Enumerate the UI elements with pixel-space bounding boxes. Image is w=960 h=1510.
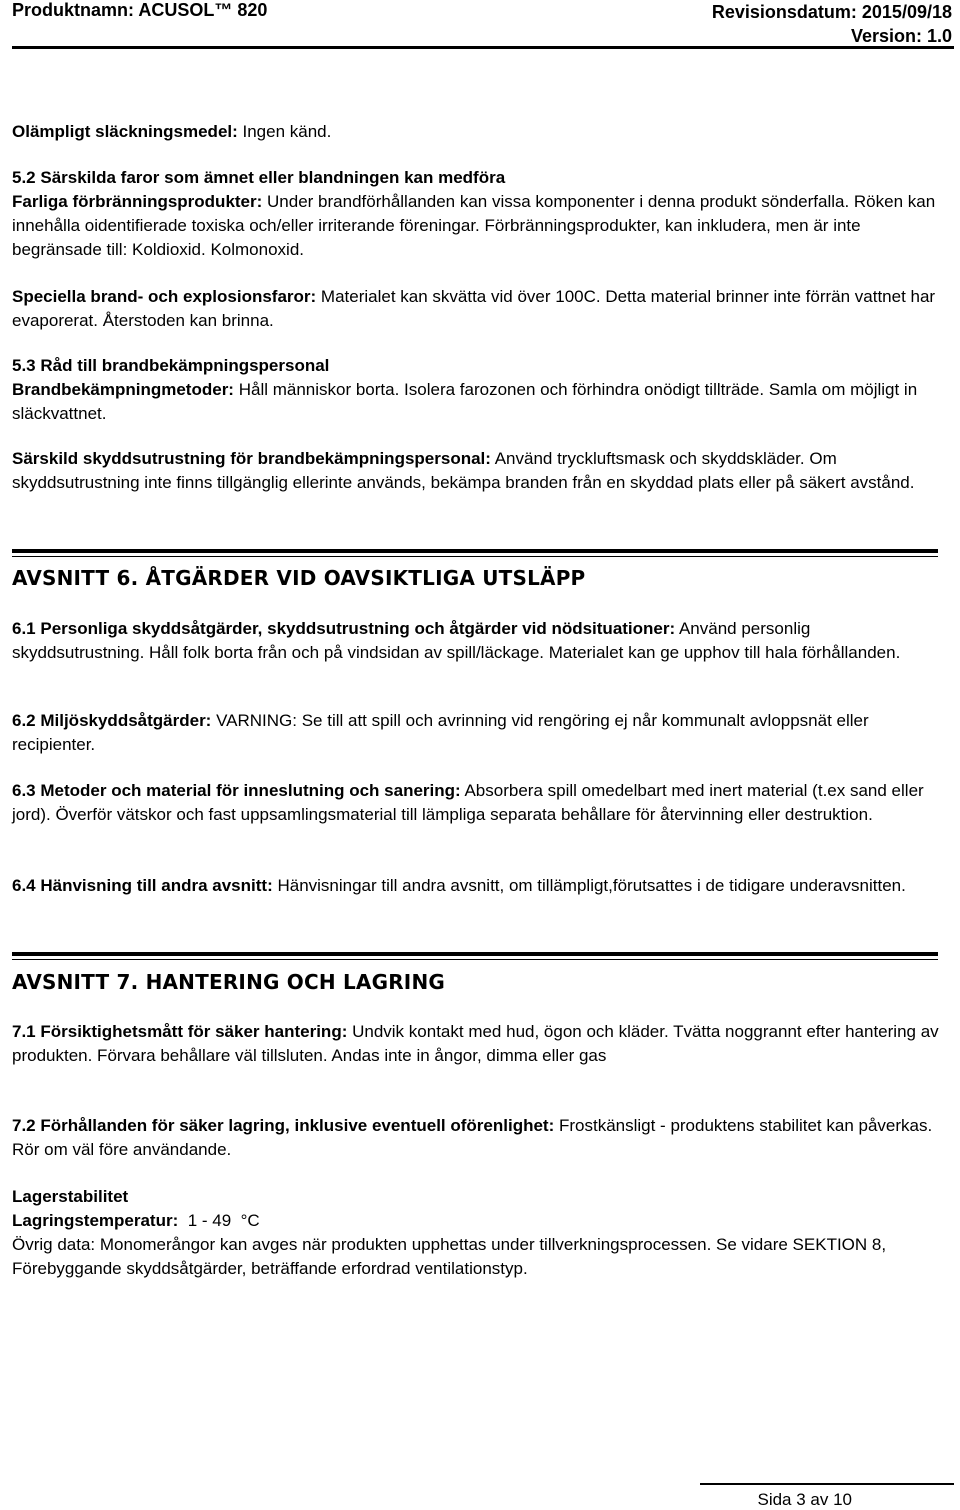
section-6-1-text: Använd personlig skyddsutrustning. Håll folk borta från och på vindsidan av spill/läckage. Materialet kan ge upphov till hala förhållanden. — [12, 619, 901, 662]
special-hazards — [12, 285, 942, 333]
section-7-2-label: 7.2 Förhållanden för säker lagring, inklusive eventuell oförenlighet: — [12, 1116, 555, 1135]
section-7-divider — [12, 952, 938, 960]
header-version: Version: 1.0 — [850, 26, 952, 46]
section-5-3-body — [12, 378, 942, 426]
section-5-2 — [12, 166, 942, 262]
section-7-title: AVSNITT 7. HANTERING OCH LAGRING — [12, 970, 446, 994]
firefighting-methods-label: Brandbekämpningmetoder: — [12, 380, 234, 399]
header-revision-block — [712, 0, 952, 48]
section-6-2 — [12, 709, 942, 757]
storage-temperature — [12, 1209, 942, 1233]
protective-equipment-text: Använd tryckluftsmask och skyddskläder. Om skyddsutrustning inte finns tillgänglig ellerinte används, bekämpa branden från en skyddad plats eller på säkert avstånd. — [12, 449, 915, 492]
page-number: Sida 3 av 10 — [757, 1490, 852, 1509]
section-6-2-label: 6.2 Miljöskyddsåtgärder: — [12, 711, 212, 730]
section-5-3-title: 5.3 Råd till brandbekämpningspersonal — [12, 356, 330, 375]
section-6-1-label: 6.1 Personliga skyddsåtgärder, skyddsutrustning och åtgärder vid nödsituationer: — [12, 619, 676, 638]
special-hazards-text: Materialet kan skvätta vid över 100C. Detta material brinner inte förrän vattnet har evaporerat. Återstoden kan brinna. — [12, 287, 936, 330]
section-6-3 — [12, 779, 942, 827]
special-hazards-label: Speciella brand- och explosionsfaror: — [12, 287, 317, 306]
section-6-4-label: 6.4 Hänvisning till andra avsnitt: — [12, 876, 273, 895]
header-divider — [12, 46, 954, 49]
unsuitable-media — [12, 120, 942, 144]
section-7-1 — [12, 1020, 942, 1068]
section-6-4 — [12, 874, 942, 898]
firefighting-methods-text: Håll människor borta. Isolera farozonen och förhindra onödigt tillträde. Samla om möjligt in släckvattnet. — [12, 380, 918, 423]
section-5-2-body — [12, 190, 942, 262]
hazardous-combustion-label: Farliga förbränningsprodukter: — [12, 192, 263, 211]
section-6-4-text: Hänvisningar till andra avsnitt, om tillämpligt,förutsattes i de tidigare underavsnitten. — [272, 876, 906, 895]
section-7-1-label: 7.1 Försiktighetsmått för säker hantering: — [12, 1022, 348, 1041]
unsuitable-text: Ingen känd. — [237, 122, 332, 141]
protective-equipment-label: Särskild skyddsutrustning för brandbekämpningspersonal: — [12, 449, 491, 468]
header-product: Produktnamn: ACUSOL™ 820 — [12, 0, 268, 20]
hazardous-combustion-text: Under brandförhållanden kan vissa komponenter i denna produkt sönderfalla. Röken kan innehålla oidentifierade toxiska och/eller irriterande föreningar. Förbränningsprodukter, kan inkludera, men är inte begränsade till: Koldioxid. Kolmonoxid. — [12, 192, 936, 259]
section-6-2-text: VARNING: Se till att spill och avrinning vid rengöring ej når kommunalt avloppsnät eller recipienter. — [12, 711, 869, 754]
section-6-title: AVSNITT 6. ÅTGÄRDER VID OAVSIKTLIGA UTSLÄPP — [12, 566, 586, 590]
section-5-2-title: 5.2 Särskilda faror som ämnet eller blandningen kan medföra — [12, 168, 506, 187]
storage-temperature-value: 1 - 49 °C — [178, 1211, 260, 1230]
section-6-3-text: Absorbera spill omedelbart med inert material (t.ex sand eller jord). Överför vätskor och fast uppsamlingsmaterial till lämpliga separata behållare för återvinning eller destruktion. — [12, 781, 924, 824]
section-6-1 — [12, 617, 942, 665]
section-7-1-text: Undvik kontakt med hud, ögon och kläder. Tvätta noggrannt efter hantering av produkten. Förvara behållare väl tillsluten. Andas inte in ångor, dimma eller gas — [12, 1022, 939, 1065]
section-5-3 — [12, 354, 942, 426]
storage-stability — [12, 1185, 942, 1281]
section-7-2 — [12, 1114, 942, 1162]
section-7-2-text: Frostkänsligt - produktens stabilitet kan påverkas. Rör om väl före användande. — [12, 1116, 933, 1159]
header-revision: Revisionsdatum: 2015/09/18 — [711, 2, 952, 22]
unsuitable-label: Olämpligt släckningsmedel: — [12, 122, 238, 141]
storage-temperature-label: Lagringstemperatur: — [12, 1211, 179, 1230]
section-6-3-label: 6.3 Metoder och material för inneslutning och sanering: — [12, 781, 461, 800]
protective-equipment — [12, 447, 942, 495]
other-data: Övrig data: Monomerångor kan avges när produkten upphettas under tillverkningsprocessen. Se vidare SEKTION 8, Förebyggande skyddsåtgärder, beträffande erfordrad ventilationstyp. — [12, 1235, 887, 1278]
storage-stability-title: Lagerstabilitet — [12, 1187, 129, 1206]
footer-divider — [700, 1483, 954, 1485]
section-6-divider — [12, 549, 938, 557]
